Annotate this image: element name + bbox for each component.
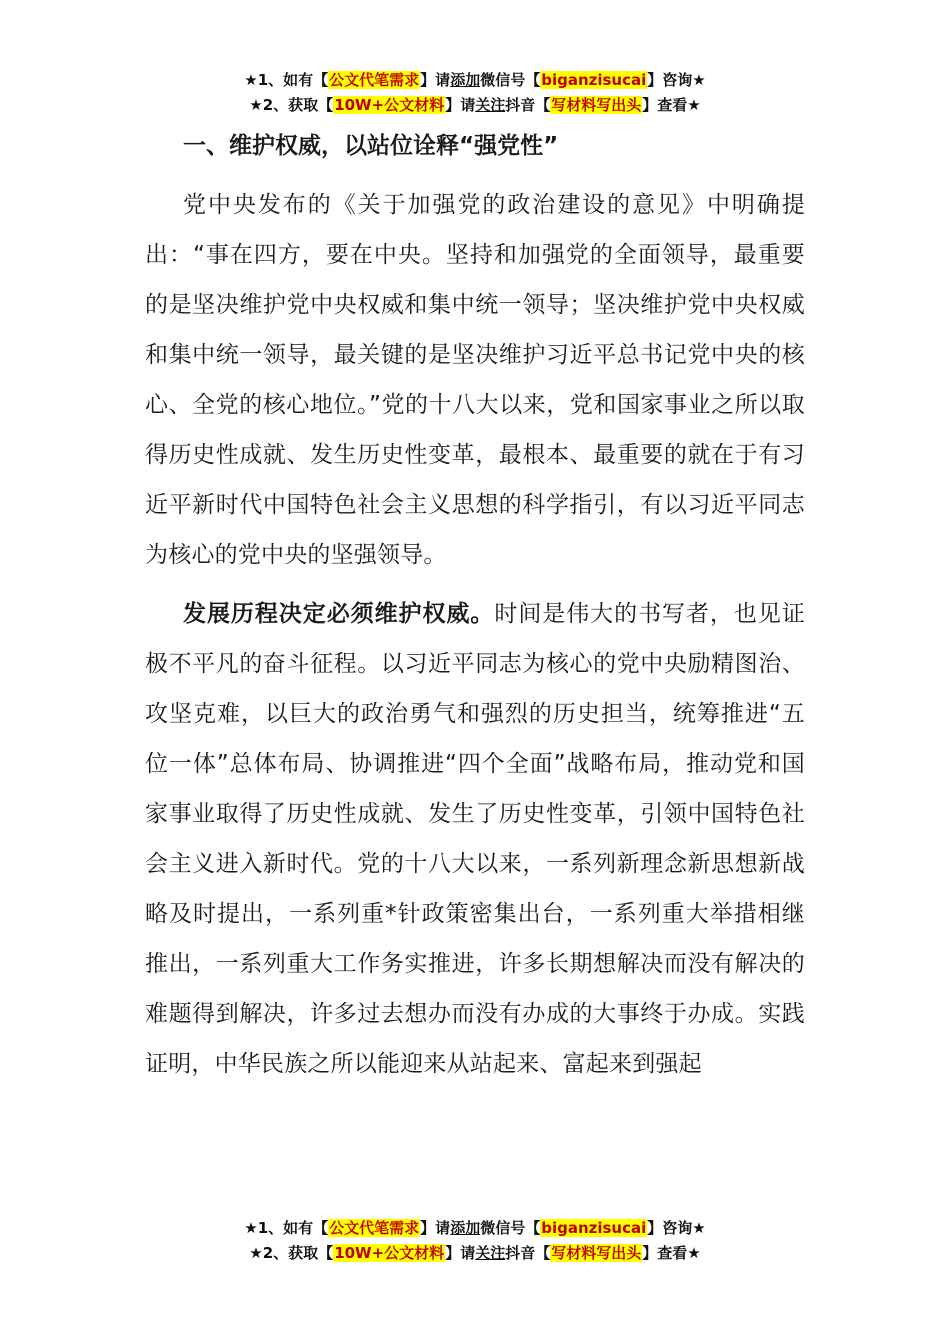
highlight-materials: 10W+公文材料 xyxy=(334,96,445,114)
highlight-service: 公文代笔需求 xyxy=(329,71,420,89)
banner-emphasis: 添加 xyxy=(450,71,481,89)
banner-text: 】查看★ xyxy=(642,1244,701,1262)
paragraph-2-body: 时间是伟大的书写者，也见证极不平凡的奋斗征程。以习近平同志为核心的党中央励精图治、攻坚克难，以巨大的政治勇气和强烈的历史担当，统筹推进“五位一体”总体布局、协调推进“四个全面”战略布局，推动党和国家事业取得了历史性成就、发生了历史性变革，引领中国特色社会主义进入新时代。党的十八大以来，一系列新理念新思想新战略及时提出，一系列重*针政策密集出台，一系列重大举措相继推出，一系列重大工作务实推进，许多长期想解决而没有解决的难题得到解决，许多过去想办而没有办成的大事终于办成。实践证明，中华民族之所以能迎来从站起来、富起来到强起 xyxy=(145,601,805,1077)
banner-text: 】请 xyxy=(420,71,451,89)
banner-text: ★2、获取【 xyxy=(249,1244,334,1262)
banner-text: 微信号【 xyxy=(480,1219,541,1237)
banner-emphasis: 关注 xyxy=(475,96,506,114)
paragraph-1: 党中央发布的《关于加强党的政治建设的意见》中明确提出：“事在四方，要在中央。坚持和加强党的全面领导，最重要的是坚决维护党中央权威和集中统一领导；坚决维护党中央权威和集中统一领导，最关键的是坚决维护习近平总书记党中央的核心、全党的核心地位。”党的十八大以来，党和国家事业之所以取得历史性成就、发生历史性变革，最根本、最重要的就在于有习近平新时代中国特色社会主义思想的科学指引，有以习近平同志为核心的党中央的坚强领导。 xyxy=(145,192,805,568)
highlight-materials: 10W+公文材料 xyxy=(334,1244,445,1262)
highlight-douyin-account: 写材料写出头 xyxy=(551,1244,642,1262)
banner-text: 抖音【 xyxy=(505,1244,551,1262)
banner-emphasis: 关注 xyxy=(475,1244,506,1262)
section-heading: 一、维护权威，以站位诠释“强党性” xyxy=(183,133,559,159)
banner-text: 】请 xyxy=(445,1244,476,1262)
banner-emphasis: 添加 xyxy=(450,1219,481,1237)
banner-text: 抖音【 xyxy=(505,96,551,114)
highlight-wechat-id: biganzisucai xyxy=(541,1219,647,1237)
banner-text: ★2、获取【 xyxy=(249,96,334,114)
paragraph-2-lead: 发展历程决定必须维护权威。 xyxy=(183,601,495,627)
banner-text: ★1、如有【 xyxy=(244,71,329,89)
footer-banner xyxy=(0,1216,950,1266)
banner-text: 】查看★ xyxy=(642,96,701,114)
header-banner xyxy=(0,68,950,118)
banner-text: 】请 xyxy=(445,96,476,114)
banner-text: 】请 xyxy=(420,1219,451,1237)
document-body xyxy=(145,126,805,1098)
banner-line-2 xyxy=(0,1241,950,1266)
highlight-douyin-account: 写材料写出头 xyxy=(551,96,642,114)
highlight-service: 公文代笔需求 xyxy=(329,1219,420,1237)
banner-line-1 xyxy=(0,68,950,93)
banner-text: ★1、如有【 xyxy=(244,1219,329,1237)
banner-line-2 xyxy=(0,93,950,118)
paragraph-2 xyxy=(145,589,805,1089)
banner-text: 】咨询★ xyxy=(647,71,706,89)
banner-line-1 xyxy=(0,1216,950,1241)
banner-text: 】咨询★ xyxy=(647,1219,706,1237)
highlight-wechat-id: biganzisucai xyxy=(541,71,647,89)
banner-text: 微信号【 xyxy=(480,71,541,89)
